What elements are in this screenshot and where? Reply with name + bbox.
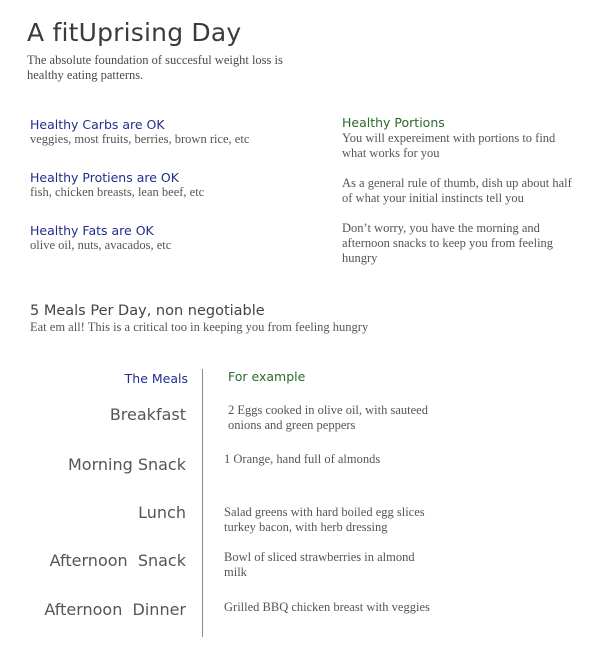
meals-column-header: The Meals [124,371,188,386]
meals-section-heading: 5 Meals Per Day, non negotiable [30,303,265,319]
proteins-text: fish, chicken breasts, lean beef, etc [30,185,205,199]
meal-name-lunch: Lunch [138,503,186,522]
meal-example-afternoon-snack: Bowl of sliced strawberries in almond milk [224,550,415,579]
carbs-heading: Healthy Carbs are OK [30,117,165,132]
fats-heading: Healthy Fats are OK [30,223,154,238]
portions-paragraph: You will expereiment with portions to find what works for you [342,131,556,160]
portions-paragraph: Don’t worry, you have the morning and afternoon snacks to keep you from feeling hungry [342,221,554,265]
meals-section-subheading: Eat em all! This is a critical too in keeping you from feeling hungry [30,320,369,334]
page-subtitle: The absolute foundation of succesful weight loss is healthy eating patterns. [27,53,283,82]
meal-name-afternoon-snack: Afternoon Snack [49,551,186,570]
meal-name-breakfast: Breakfast [109,405,186,424]
meal-name-morning-snack: Morning Snack [67,455,186,474]
meal-example-morning-snack: 1 Orange, hand full of almonds [224,452,381,466]
example-column-header: For example [228,369,306,384]
fats-text: olive oil, nuts, avacados, etc [30,238,172,252]
page-title: A fitUprising Day [27,18,242,47]
column-divider [202,369,203,637]
meal-name-afternoon-dinner: Afternoon Dinner [44,600,186,619]
meal-example-afternoon-dinner: Grilled BBQ chicken breast with veggies [224,600,430,614]
proteins-heading: Healthy Protiens are OK [30,170,179,185]
portions-heading: Healthy Portions [342,115,445,130]
meal-example-lunch: Salad greens with hard boiled egg slices turkey bacon, with herb dressing [224,505,425,534]
meal-example-breakfast: 2 Eggs cooked in olive oil, with sauteed onions and green peppers [228,403,428,432]
carbs-text: veggies, most fruits, berries, brown rice, etc [30,132,250,146]
portions-paragraph: As a general rule of thumb, dish up about half of what your initial instincts tell you [342,176,572,205]
